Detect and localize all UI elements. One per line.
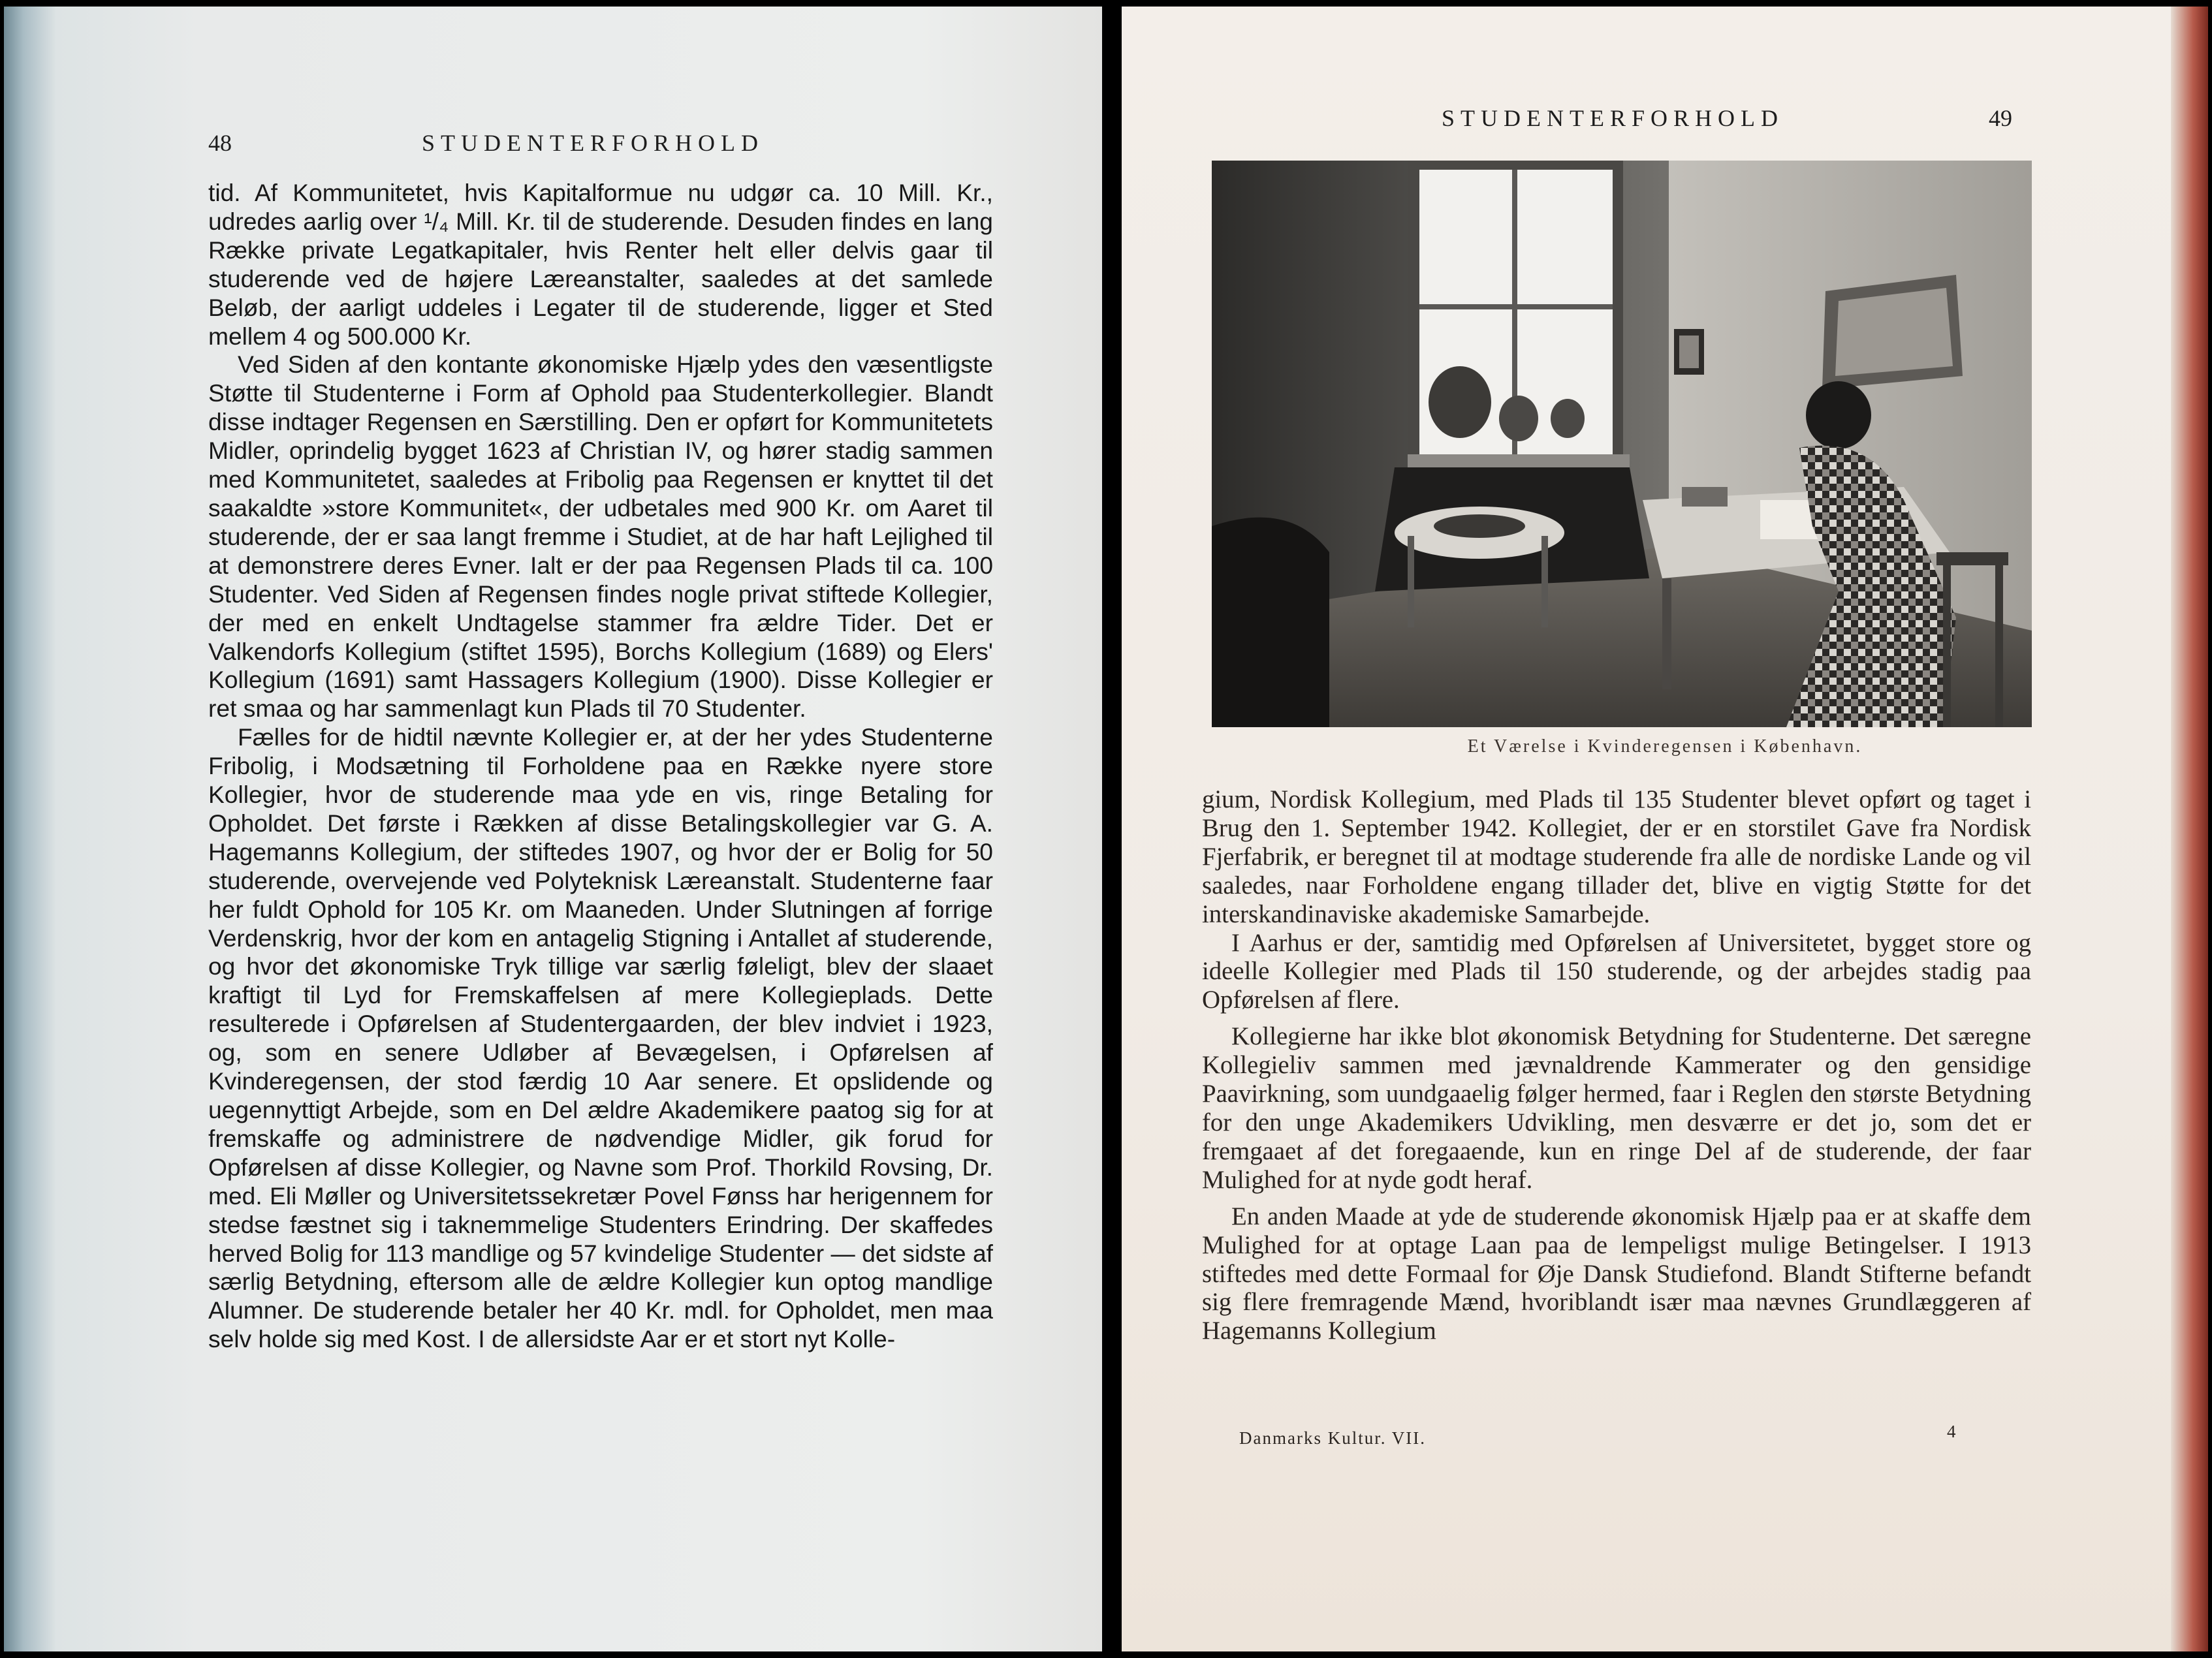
paragraph: I Aarhus er der, samtidig med Opførelsen af Universitetet, bygget store og ideelle Kollegier med Plads til 150 studerende, og der arbejdes stadig paa Opførelsen af flere. [1202, 928, 2031, 1014]
page-number-right: 49 [1989, 105, 2012, 131]
paragraph: tid. Af Kommunitetet, hvis Kapitalformue nu udgør ca. 10 Mill. Kr., udredes aarlig over ¹/₄ Mill. Kr. til de studerende. Desuden findes en lang Række private Legatkapitaler, hvis Renter helt eller delvis gaar til studerende ved de højere Læreanstalter, saaledes at det samlede Beløb, der aarligt uddeles i Legater til de studerende, ligger et Sted mellem 4 og 500.000 Kr. [208, 179, 993, 350]
running-head-left: STUDENTERFORHOLD [422, 130, 765, 156]
running-head-right: STUDENTERFORHOLD [1442, 105, 1784, 131]
left-page [4, 7, 1102, 1651]
page-number-left: 48 [208, 130, 232, 156]
paragraph: Ved Siden af den kontante økonomiske Hjælp ydes den væsentligste Støtte til Studenterne i Form af Ophold paa Studenterkollegier. Blandt disse indtager Regensen en Særstilling. Den er opført for Kommunitetets Midler, oprindelig bygget 1623 af Christian IV, og hører stadig sammen med Kommunitetet, saaledes at Fribolig paa Regensen er knyttet til det saakaldte »store Kommunitet«, der udbetales med 900 Kr. om Aaret til studerende, der er saa langt fremme i Studiet, at de har haft Lejlighed til at demonstrere deres Evner. Ialt er der paa Regensen Plads til ca. 100 Studenter. Ved Siden af Regensen findes nogle privat stiftede Kollegier, der med en enkelt Undtagelse stammer fra ældre Tider. Det er Valkendorfs Kollegium (stiftet 1595), Borchs Kollegium (1689) og Elers' Kollegium (1691) samt Hassagers Kollegium (1900). Disse Kollegier er ret smaa og har sammenlagt kun Plads til 70 Studenter. [208, 351, 993, 723]
paragraph: En anden Maade at yde de studerende økonomisk Hjælp paa er at skaffe dem Mulighed for at optage Laan paa de lempeligst mulige Betingelser. I 1913 stiftedes med dette Formaal for Øje Dansk Studiefond. Blandt Stifterne befandt sig flere fremragende Mænd, hvoriblandt især maa nævnes Grundlæggeren af Hagemanns Kollegium [1202, 1202, 2031, 1345]
signature-mark: 4 [1947, 1422, 1956, 1441]
room-photo-illustration [1212, 161, 2032, 727]
right-page-text [1202, 785, 2031, 1345]
paragraph: Kollegierne har ikke blot økonomisk Betydning for Studenterne. Det særegne Kollegieliv sammen med jævnaldrende Kammerater og den gensidige Paavirkning, som uundgaaelig følger hermed, faar i Reglen den største Betydning for den unge Akademikers Udvikling, men desværre er det jo, som det er fremgaaet af det foregaaende, kun en ringe Del af de studerende, der faar Mulighed for at nyde godt heraf. [1202, 1022, 2031, 1194]
page-edge [2171, 7, 2208, 1651]
paragraph: Fælles for de hidtil nævnte Kollegier er, at der her ydes Studenterne Fribolig, i Modsætning til Forholdene paa en Række nyere store Kollegier, hvor de studerende maa yde en vis, ringe Betaling for Opholdet. Det første i Rækken af disse Betalingskollegier var G. A. Hagemanns Kollegium, der stiftedes 1907, og hvor der er Bolig for 50 studerende, overvejende ved Polyteknisk Læreanstalt. Studenterne faar her fuldt Ophold for 105 Kr. om Maaneden. Under Slutningen af forrige Verdenskrig, hvor der kom en antagelig Stigning i Antallet af studerende, og hvor det økonomiske Tryk tillige var særlig føleligt, blev der slaaet kraftigt til Lyd for Fremskaffelsen af mere Kollegieplads. Dette resulterede i Opførelsen af Studentergaarden, der blev indviet i 1923, og, som en senere Udløber af Bevægelsen, i Opførelsen af Kvinderegensen, der stod færdig 10 Aar senere. Et opslidende og uegennyttigt Arbejde, som en Del ældre Akademikere paatog sig for at fremskaffe og administrere de nødvendige Midler, gik forud for Opførelsen af disse Kollegier, og Navne som Prof. Thorkild Rovsing, Dr. med. Eli Møller og Universitetssekretær Povel Fønss har herigennem for stedse fæstnet sig i taknemmelige Studenters Erindring. Der skaffedes herved Bolig for 113 mandlige og 57 kvindelige Studenter — det sidste af særlig Betydning, eftersom alle de ældre Kollegier kun optog mandlige Alumner. De studerende betaler her 40 Kr. mdl. for Opholdet, men maa selv holde sig med Kost. I de allersidste Aar er et stort nyt Kolle- [208, 723, 993, 1353]
paragraph: gium, Nordisk Kollegium, med Plads til 135 Studenter blevet opført og taget i Brug den 1. September 1942. Kollegiet, der er en storstilet Gave fra Nordisk Fjerfabrik, er beregnet til at modtage studerende fra alle de nordiske Lande og vil saaledes, naar Forholdene engang tillader det, blive en vigtig Støtte for det interskandinaviske akademiske Samarbejde. [1202, 785, 2031, 928]
room-photo [1212, 161, 2032, 727]
left-page-text [208, 179, 993, 1354]
photo-caption: Et Værelse i Kvinderegensen i København. [1467, 736, 1863, 757]
footer-title: Danmarks Kultur. VII. [1239, 1428, 1426, 1448]
right-page [1122, 7, 2208, 1651]
